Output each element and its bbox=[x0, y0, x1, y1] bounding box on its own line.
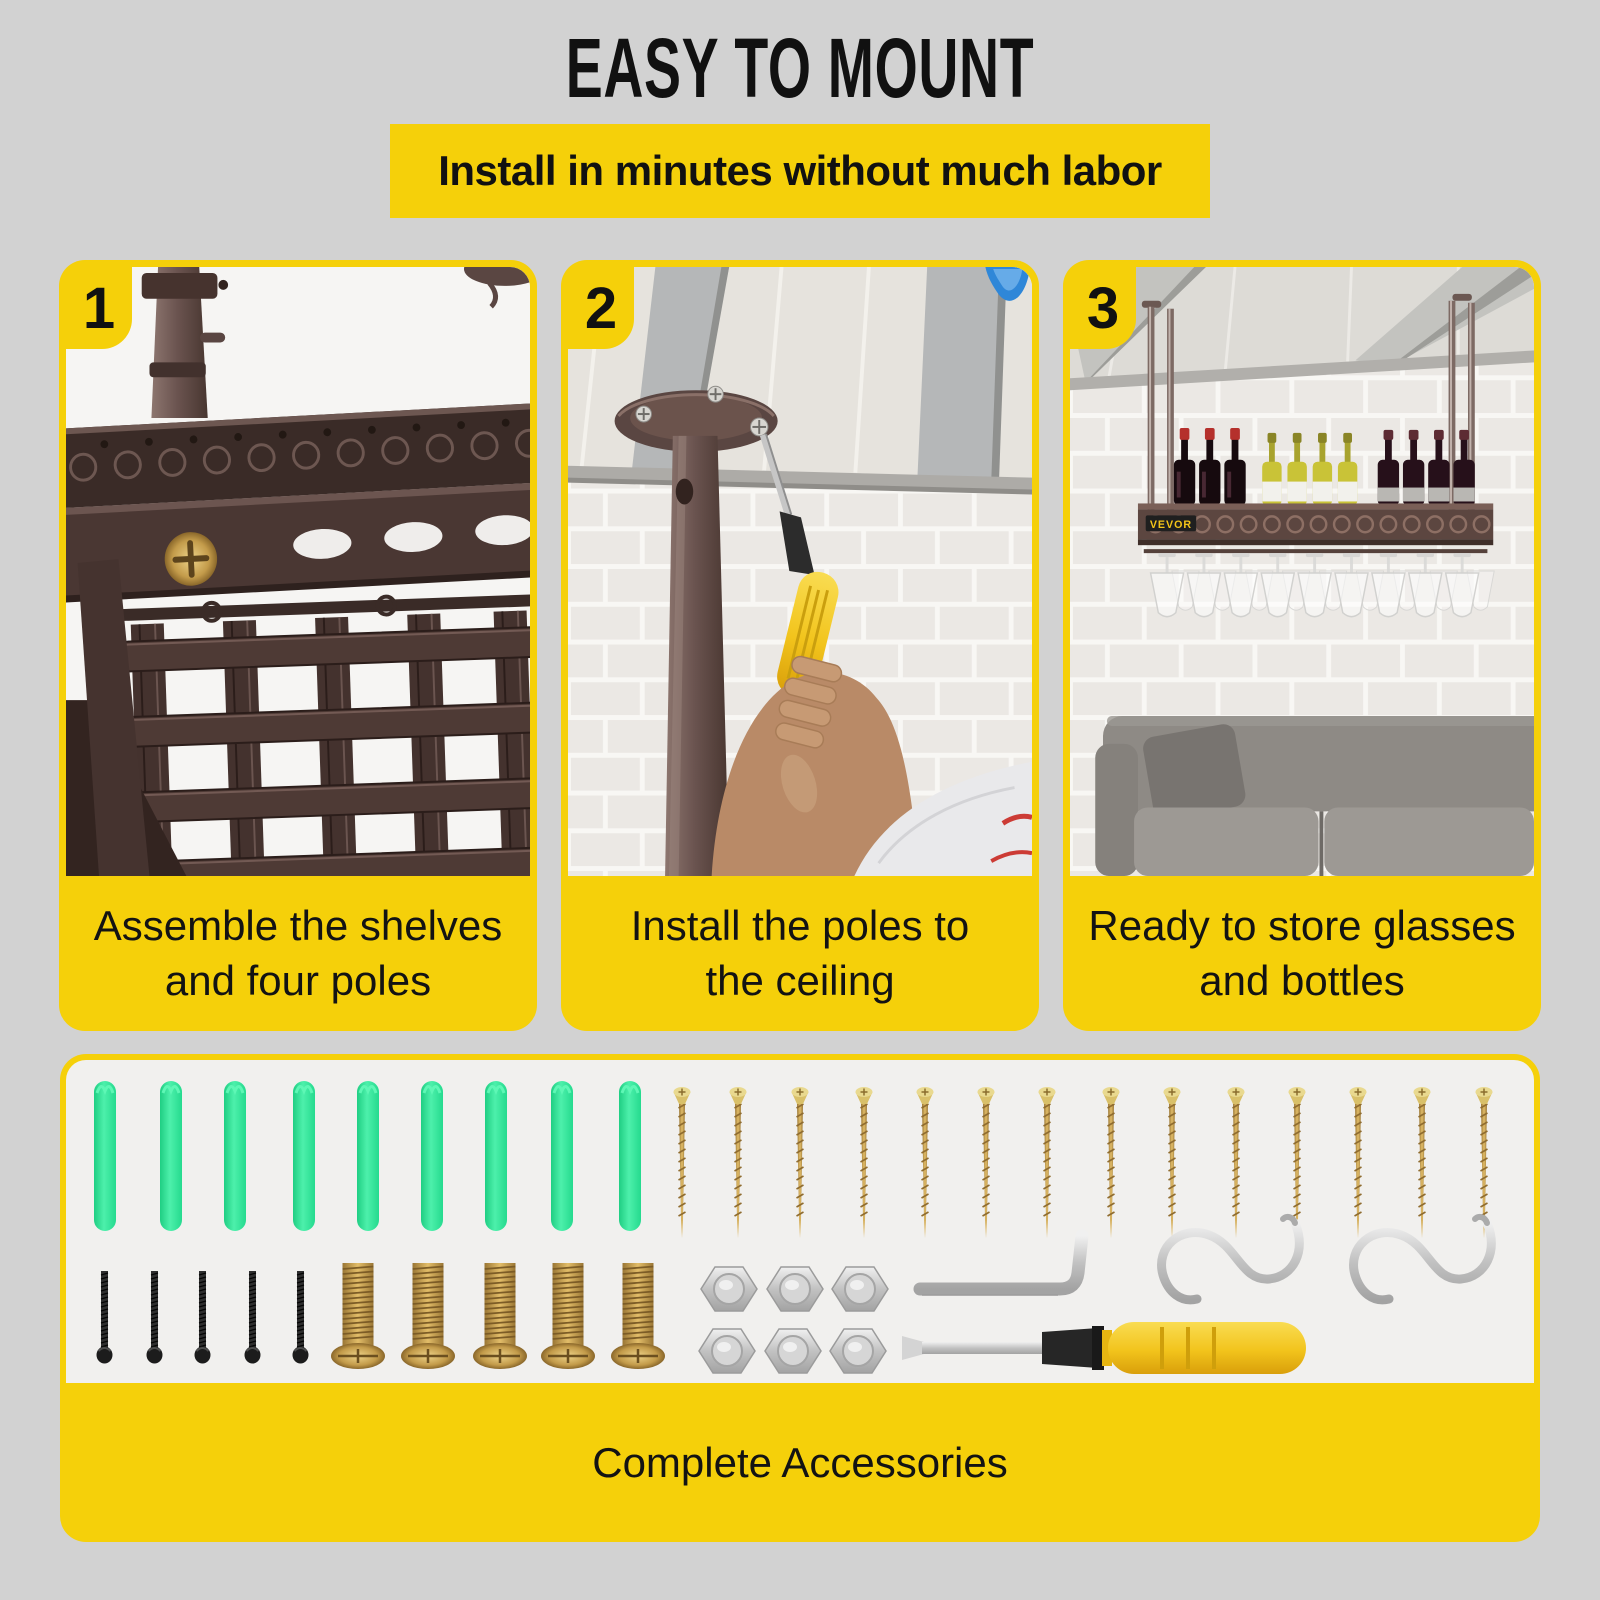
wall-anchors-item bbox=[356, 1079, 380, 1233]
step-2-caption-line1: Install the poles to bbox=[630, 901, 970, 949]
long-screws-item bbox=[915, 1086, 935, 1240]
step-3-caption bbox=[1070, 876, 1534, 1031]
step-1-number-badge bbox=[66, 267, 132, 349]
nuts-item bbox=[766, 1265, 824, 1313]
step-1-photo bbox=[66, 267, 530, 876]
bolts-item bbox=[330, 1261, 386, 1373]
black-screws-item bbox=[96, 1269, 113, 1365]
screwdriver-item bbox=[900, 1316, 1312, 1380]
black-screws-item bbox=[146, 1269, 163, 1365]
long-screws-item bbox=[854, 1086, 874, 1240]
step-1-number: 1 bbox=[82, 275, 116, 341]
accessories-caption: Complete Accessories bbox=[592, 1438, 1008, 1486]
step-panel-2 bbox=[561, 260, 1039, 1031]
allen-key-item bbox=[910, 1226, 1110, 1304]
nuts-item bbox=[698, 1327, 756, 1375]
long-screws-item bbox=[1101, 1086, 1121, 1240]
nuts-item bbox=[764, 1327, 822, 1375]
page-title-text: EASY TO MOUNT bbox=[565, 21, 1035, 115]
nuts-item bbox=[829, 1327, 887, 1375]
wall-anchors-item bbox=[484, 1079, 508, 1233]
step-3-number: 3 bbox=[1086, 275, 1120, 341]
long-screws-item bbox=[976, 1086, 996, 1240]
step-panel-1 bbox=[59, 260, 537, 1031]
step-1-caption bbox=[66, 876, 530, 1031]
wall-anchors-item bbox=[93, 1079, 117, 1233]
step-1-caption-line1: Assemble the shelves bbox=[93, 901, 503, 949]
step-3-caption-line1: Ready to store glasses bbox=[1088, 901, 1516, 949]
long-screws-item bbox=[790, 1086, 810, 1240]
wall-anchors-item bbox=[292, 1079, 316, 1233]
wall-anchors-item bbox=[159, 1079, 183, 1233]
step-2-number-badge bbox=[568, 267, 634, 349]
black-screws-item bbox=[292, 1269, 309, 1365]
long-screws-item bbox=[1037, 1086, 1057, 1240]
wall-anchors-item bbox=[420, 1079, 444, 1233]
wall-anchors-item bbox=[618, 1079, 642, 1233]
bolts-item bbox=[472, 1261, 528, 1373]
bolts-item bbox=[540, 1261, 596, 1373]
wall-anchors-item bbox=[223, 1079, 247, 1233]
step-3-photo bbox=[1070, 267, 1534, 876]
s-hooks-item bbox=[1143, 1211, 1311, 1315]
long-screws-item bbox=[728, 1086, 748, 1240]
step-2-number: 2 bbox=[584, 275, 618, 341]
black-screws-item bbox=[194, 1269, 211, 1365]
step-panel-3 bbox=[1063, 260, 1541, 1031]
step-2-photo bbox=[568, 267, 1032, 876]
bolts-item bbox=[400, 1261, 456, 1373]
nuts-item bbox=[700, 1265, 758, 1313]
subtitle-banner bbox=[390, 124, 1210, 218]
hardware-area bbox=[66, 1060, 1534, 1383]
step-2-caption-line2: the ceiling bbox=[705, 956, 895, 1004]
black-screws-item bbox=[244, 1269, 261, 1365]
nuts-item bbox=[831, 1265, 889, 1313]
long-screws-item bbox=[672, 1086, 692, 1240]
bolts-item bbox=[610, 1261, 666, 1373]
step-1-caption-line2: and four poles bbox=[164, 956, 432, 1004]
accessories-panel bbox=[60, 1054, 1540, 1542]
steps-row bbox=[59, 260, 1541, 1031]
rack-brand-label: VEVOR bbox=[1149, 518, 1193, 531]
step-3-caption-line2: and bottles bbox=[1199, 956, 1405, 1004]
step-3-number-badge bbox=[1070, 267, 1136, 349]
step-2-caption bbox=[568, 876, 1032, 1031]
s-hooks-item bbox=[1335, 1211, 1503, 1315]
page-title bbox=[0, 0, 1600, 115]
subtitle-text: Install in minutes without much labor bbox=[438, 147, 1162, 194]
wall-anchors-item bbox=[550, 1079, 574, 1233]
